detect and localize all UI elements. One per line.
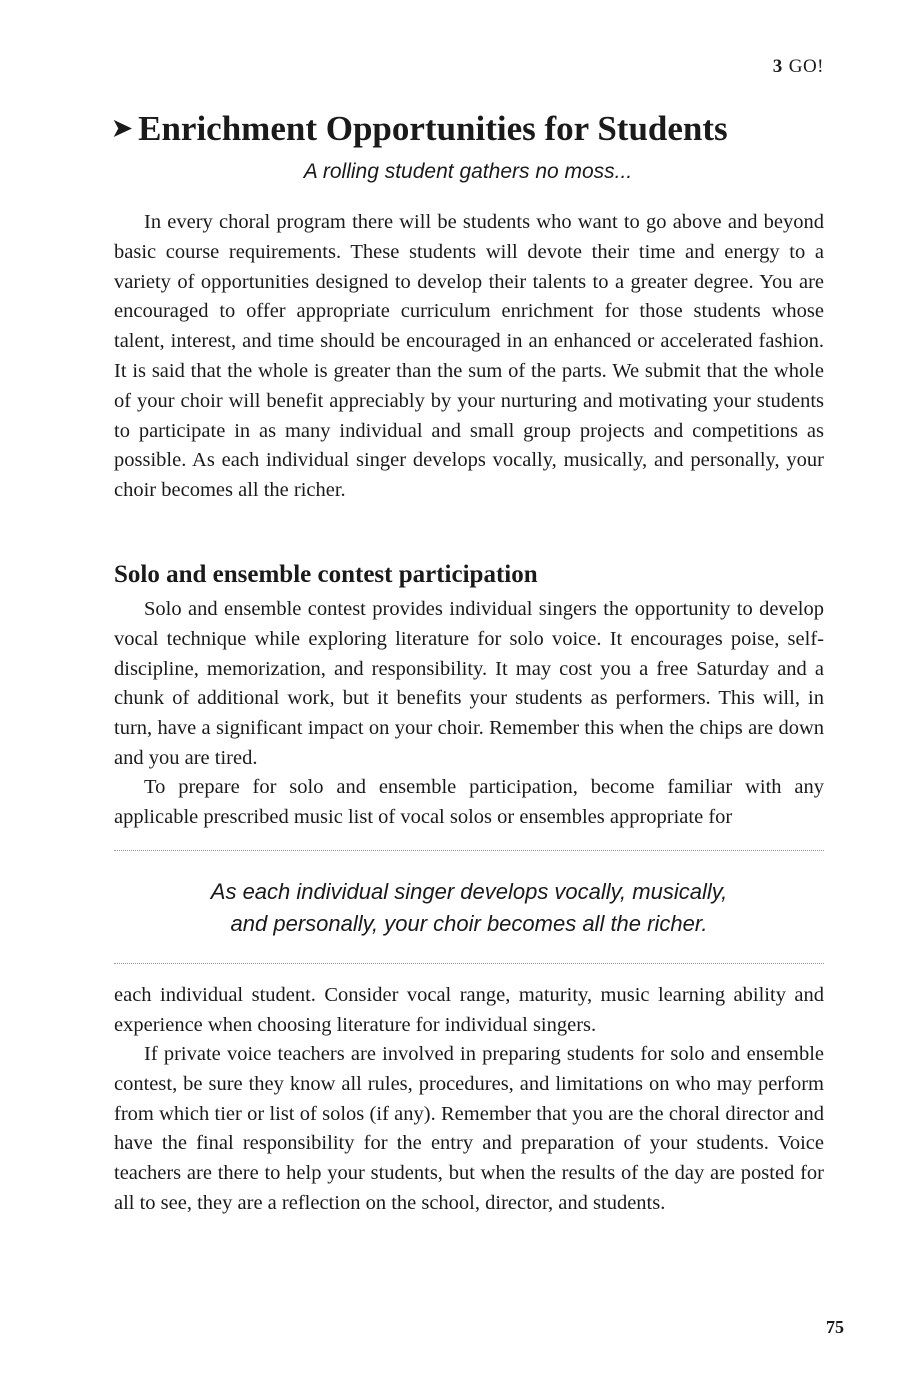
section-title (112, 108, 832, 150)
pull-quote-line-1: As each individual singer develops vocally, musically, (210, 879, 728, 904)
paragraph-prepare-start: To prepare for solo and ensemble participation, become familiar with any applicable prescribed music list of vocal solos or ensembles appropriate for (114, 776, 824, 828)
chapter-number: 3 (772, 56, 783, 77)
section-title-text: Enrichment Opportunities for Students (138, 109, 728, 148)
pull-quote-bottom-rule (114, 963, 824, 964)
running-head (773, 56, 824, 78)
pull-quote-top-rule (114, 850, 824, 851)
chapter-title: GO! (788, 56, 824, 77)
subsection-heading: Solo and ensemble contest participation (114, 561, 538, 588)
paragraph-solo-intro: Solo and ensemble contest provides individual singers the opportunity to develop vocal technique while exploring literature for solo voice. It encourages poise, self-discipline, memorization, and responsibility. It may cost you a free Saturday and a chunk of additional work, but it benefits your students as performers. This will, in turn, have a significant impact on your choir. Remember this when the chips are down and you are tired. (114, 598, 824, 769)
arrowhead-icon: ➤ (112, 116, 133, 142)
pull-quote-line-2: and personally, your choir becomes all the richer. (230, 911, 708, 936)
page-number: 75 (826, 1317, 844, 1337)
paragraph-intro: In every choral program there will be students who want to go above and beyond basic course requirements. These students will devote their time and energy to a variety of opportunities designed to develop their talents to a greater degree. You are encouraged to offer appropriate curriculum enrichment for those students whose talent, interest, and time should be encouraged in an enhanced or accelerated fashion. It is said that the whole is greater than the sum of the parts. We submit that the whole of your choir will benefit appreciably by your nurturing and motivating your students to participate in as many individual and small group projects and competitions as possible. As each individual singer develops vocally, musically, and personally, your choir becomes all the richer. (114, 211, 824, 502)
paragraph-voice-teachers: If private voice teachers are involved in preparing students for solo and ensemble contest, be sure they know all rules, procedures, and limitations on who may perform from which tier or list of solos (if any). Remember that you are the choral director and have the final responsibility for the entry and preparation of your students. Voice teachers are there to help your students, but when the results of the day are posted for all to see, they are a reflection on the school, director, and students. (114, 1043, 824, 1214)
pull-quote (114, 876, 824, 940)
section-subtitle: A rolling student gathers no moss... (303, 160, 633, 183)
paragraph-prepare-continued: each individual student. Consider vocal range, maturity, music learning ability and experience when choosing literature for individual singers. (114, 984, 824, 1036)
